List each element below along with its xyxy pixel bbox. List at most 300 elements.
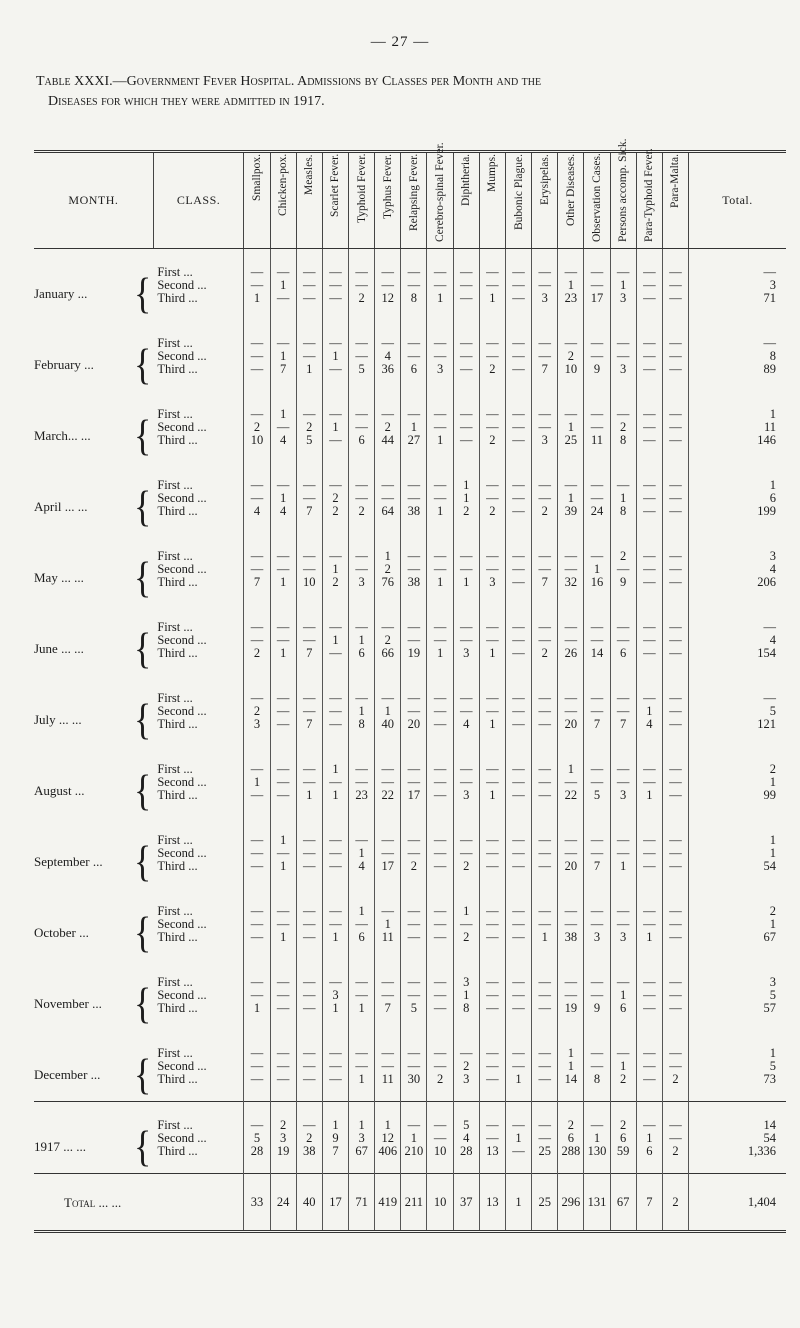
- count-cell: —: [270, 705, 296, 718]
- count-cell: —: [636, 363, 662, 391]
- count-cell: 1: [270, 492, 296, 505]
- count-cell: —: [636, 576, 662, 604]
- count-cell: 3: [610, 789, 636, 817]
- row-total-cell: 4: [769, 562, 776, 576]
- count-cell: 288: [558, 1145, 584, 1174]
- count-cell: —: [270, 462, 296, 492]
- count-cell: —: [610, 391, 636, 421]
- count-cell: —: [636, 847, 662, 860]
- count-cell: 1: [375, 533, 401, 563]
- count-cell: —: [479, 847, 505, 860]
- count-cell: —: [375, 279, 401, 292]
- count-cell: 20: [558, 718, 584, 746]
- row-total-cell: 5: [769, 704, 776, 718]
- count-cell: —: [558, 634, 584, 647]
- count-cell: 1: [479, 647, 505, 675]
- class-cell: First ...: [153, 462, 244, 492]
- count-cell: 1: [505, 1132, 531, 1145]
- count-cell: 1: [479, 292, 505, 320]
- class-cell: Second ...: [153, 989, 244, 1002]
- count-cell: —: [584, 249, 610, 280]
- count-cell: —: [349, 746, 375, 776]
- class-cell: Second ...: [153, 847, 244, 860]
- count-cell: 14: [584, 647, 610, 675]
- count-cell: 7: [296, 647, 322, 675]
- month-label: May ... ...: [34, 569, 84, 585]
- count-cell: —: [558, 604, 584, 634]
- row-total-cell: 54: [763, 1131, 776, 1145]
- count-cell: —: [453, 634, 479, 647]
- count-cell: 1: [349, 1102, 375, 1133]
- count-cell: —: [558, 533, 584, 563]
- count-cell: 2: [610, 1073, 636, 1102]
- count-cell: —: [322, 320, 348, 350]
- count-cell: —: [479, 860, 505, 888]
- count-cell: 2: [349, 292, 375, 320]
- count-cell: —: [532, 1132, 558, 1145]
- count-cell: 1: [375, 918, 401, 931]
- row-total-cell: 154: [757, 646, 776, 660]
- table-row: [34, 604, 786, 634]
- count-cell: 3: [349, 576, 375, 604]
- table-row: [34, 249, 786, 280]
- count-cell: —: [479, 918, 505, 931]
- count-cell: —: [505, 391, 531, 421]
- count-cell: —: [270, 249, 296, 280]
- count-cell: 2: [532, 647, 558, 675]
- count-cell: —: [244, 563, 270, 576]
- count-cell: 8: [349, 718, 375, 746]
- column-header-disease-label: Relapsing Fever.: [407, 154, 420, 232]
- class-cell: First ...: [153, 675, 244, 705]
- count-cell: —: [584, 421, 610, 434]
- count-cell: —: [662, 350, 688, 363]
- count-cell: —: [401, 746, 427, 776]
- column-header-disease-label: Bubonic Plague.: [512, 154, 525, 231]
- count-cell: —: [296, 634, 322, 647]
- class-cell: First ...: [153, 604, 244, 634]
- count-cell: —: [270, 563, 296, 576]
- count-cell: —: [505, 888, 531, 918]
- count-cell: 6: [401, 363, 427, 391]
- count-cell: —: [427, 391, 453, 421]
- column-header-disease-label: Erysipelas.: [538, 154, 551, 205]
- count-cell: —: [636, 675, 662, 705]
- column-header-disease-label: Observation Cases.: [591, 153, 603, 242]
- class-cell: Third ...: [153, 505, 244, 533]
- count-cell: 38: [558, 931, 584, 959]
- count-cell: —: [558, 462, 584, 492]
- count-cell: 38: [401, 576, 427, 604]
- count-cell: —: [505, 1002, 531, 1030]
- count-cell: 1: [270, 576, 296, 604]
- count-cell: —: [662, 505, 688, 533]
- column-header-disease-label: Persons accomp. Sick.: [617, 138, 630, 242]
- count-cell: 6: [349, 647, 375, 675]
- count-cell: —: [662, 718, 688, 746]
- row-total-cell: 57: [763, 1001, 776, 1015]
- count-cell: —: [427, 989, 453, 1002]
- count-cell: 38: [296, 1145, 322, 1174]
- count-cell: —: [296, 860, 322, 888]
- count-cell: 1: [453, 492, 479, 505]
- brace-mark: {: [134, 766, 152, 814]
- count-cell: 2: [375, 634, 401, 647]
- class-cell: Third ...: [153, 292, 244, 320]
- row-total-cell: 4: [769, 633, 776, 647]
- count-cell: —: [296, 776, 322, 789]
- brace-mark: {: [134, 482, 152, 530]
- count-cell: 1: [296, 363, 322, 391]
- count-cell: 2: [453, 505, 479, 533]
- count-cell: 39: [558, 505, 584, 533]
- count-cell: —: [322, 391, 348, 421]
- class-cell: Second ...: [153, 421, 244, 434]
- count-cell: —: [244, 634, 270, 647]
- count-cell: —: [401, 1030, 427, 1060]
- count-cell: 2: [479, 505, 505, 533]
- count-cell: —: [349, 959, 375, 989]
- column-header-disease: [532, 152, 558, 249]
- count-cell: —: [453, 604, 479, 634]
- count-cell: 406: [375, 1145, 401, 1174]
- count-cell: 2: [244, 647, 270, 675]
- table-row: [34, 675, 786, 705]
- count-cell: —: [296, 918, 322, 931]
- table-row: [34, 462, 786, 492]
- row-total-cell: 3: [769, 975, 776, 989]
- count-cell: —: [322, 434, 348, 462]
- column-header-disease: [349, 152, 375, 249]
- count-cell: 2: [662, 1145, 688, 1174]
- count-cell: 3: [322, 989, 348, 1002]
- count-cell: —: [662, 789, 688, 817]
- count-cell: —: [662, 462, 688, 492]
- count-cell: —: [322, 1030, 348, 1060]
- brace-mark: {: [134, 340, 152, 388]
- count-cell: —: [244, 320, 270, 350]
- count-cell: —: [427, 563, 453, 576]
- count-cell: 1: [349, 847, 375, 860]
- row-total-cell: —: [763, 691, 776, 705]
- count-cell: —: [610, 350, 636, 363]
- count-cell: —: [322, 860, 348, 888]
- count-cell: —: [401, 931, 427, 959]
- count-cell: 1: [270, 817, 296, 847]
- grand-total-cell: 17: [322, 1174, 348, 1232]
- count-cell: —: [610, 817, 636, 847]
- count-cell: 2: [322, 492, 348, 505]
- count-cell: —: [296, 350, 322, 363]
- count-cell: —: [610, 959, 636, 989]
- column-header-disease: [244, 152, 270, 249]
- table-row: [34, 533, 786, 563]
- count-cell: —: [349, 249, 375, 280]
- count-cell: —: [296, 1102, 322, 1133]
- count-cell: 40: [375, 718, 401, 746]
- count-cell: —: [349, 320, 375, 350]
- table-row: [34, 1030, 786, 1060]
- count-cell: —: [349, 279, 375, 292]
- count-cell: —: [427, 634, 453, 647]
- count-cell: 1: [401, 1132, 427, 1145]
- count-cell: —: [375, 959, 401, 989]
- count-cell: —: [349, 350, 375, 363]
- count-cell: —: [532, 492, 558, 505]
- count-cell: —: [479, 533, 505, 563]
- row-total-cell: 3: [769, 549, 776, 563]
- count-cell: 17: [375, 860, 401, 888]
- count-cell: 1: [322, 746, 348, 776]
- count-cell: 5: [453, 1102, 479, 1133]
- month-label: January ...: [34, 285, 88, 301]
- row-total-cell: —: [763, 336, 776, 350]
- count-cell: —: [375, 1060, 401, 1073]
- column-header-disease: [453, 152, 479, 249]
- count-cell: 8: [610, 434, 636, 462]
- count-cell: —: [296, 279, 322, 292]
- count-cell: —: [349, 391, 375, 421]
- count-cell: 2: [610, 533, 636, 563]
- count-cell: —: [636, 888, 662, 918]
- count-cell: —: [479, 776, 505, 789]
- count-cell: —: [349, 776, 375, 789]
- count-cell: —: [453, 746, 479, 776]
- count-cell: 1: [558, 1030, 584, 1060]
- count-cell: —: [270, 847, 296, 860]
- count-cell: —: [610, 249, 636, 280]
- count-cell: —: [636, 746, 662, 776]
- count-cell: 16: [584, 576, 610, 604]
- row-total-cell: 1,336: [747, 1144, 776, 1158]
- count-cell: 3: [453, 959, 479, 989]
- count-cell: 59: [610, 1145, 636, 1174]
- count-cell: 67: [349, 1145, 375, 1174]
- class-cell: Second ...: [153, 492, 244, 505]
- class-cell: First ...: [153, 888, 244, 918]
- month-label: October ...: [34, 924, 89, 940]
- count-cell: —: [270, 1002, 296, 1030]
- count-cell: —: [505, 350, 531, 363]
- count-cell: —: [610, 675, 636, 705]
- count-cell: —: [453, 817, 479, 847]
- count-cell: —: [505, 746, 531, 776]
- count-cell: —: [610, 776, 636, 789]
- count-cell: 19: [270, 1145, 296, 1174]
- count-cell: —: [636, 292, 662, 320]
- count-cell: —: [427, 462, 453, 492]
- count-cell: —: [584, 462, 610, 492]
- count-cell: —: [479, 746, 505, 776]
- count-cell: —: [401, 847, 427, 860]
- column-header-disease-label: Chicken-pox.: [277, 154, 290, 217]
- count-cell: —: [636, 350, 662, 363]
- count-cell: —: [479, 604, 505, 634]
- count-cell: —: [479, 675, 505, 705]
- class-cell: Second ...: [153, 1132, 244, 1145]
- count-cell: —: [427, 1102, 453, 1133]
- grand-total-cell: 33: [244, 1174, 270, 1232]
- column-header-disease-label: Cerebro-spinal Fever.: [434, 142, 447, 242]
- count-cell: —: [296, 249, 322, 280]
- count-cell: —: [479, 1030, 505, 1060]
- count-cell: —: [427, 817, 453, 847]
- count-cell: —: [270, 918, 296, 931]
- count-cell: —: [636, 492, 662, 505]
- count-cell: 1: [349, 888, 375, 918]
- count-cell: —: [479, 421, 505, 434]
- class-cell: Second ...: [153, 279, 244, 292]
- count-cell: 17: [584, 292, 610, 320]
- count-cell: —: [453, 434, 479, 462]
- class-cell: Third ...: [153, 434, 244, 462]
- count-cell: —: [479, 320, 505, 350]
- count-cell: 20: [558, 860, 584, 888]
- row-total-cell: 99: [763, 788, 776, 802]
- count-cell: —: [296, 989, 322, 1002]
- month-cell: [34, 746, 153, 817]
- count-cell: —: [505, 860, 531, 888]
- count-cell: —: [584, 391, 610, 421]
- count-cell: 26: [558, 647, 584, 675]
- month-cell: [34, 462, 153, 533]
- count-cell: —: [375, 249, 401, 280]
- count-cell: —: [296, 563, 322, 576]
- row-total-cell: 2: [769, 904, 776, 918]
- count-cell: —: [375, 604, 401, 634]
- count-cell: —: [244, 533, 270, 563]
- month-label: November ...: [34, 995, 102, 1011]
- table-row: [34, 391, 786, 421]
- count-cell: 1: [375, 1102, 401, 1133]
- grand-total-cell: 2: [662, 1174, 688, 1232]
- count-cell: —: [427, 1132, 453, 1145]
- count-cell: —: [453, 675, 479, 705]
- column-header-disease: [636, 148, 662, 249]
- row-total-cell: 206: [757, 575, 776, 589]
- count-cell: 1: [558, 1060, 584, 1073]
- count-cell: —: [322, 817, 348, 847]
- count-cell: 11: [375, 931, 401, 959]
- column-header-disease: [558, 152, 584, 249]
- count-cell: 7: [610, 718, 636, 746]
- count-cell: —: [662, 675, 688, 705]
- count-cell: —: [532, 1002, 558, 1030]
- count-cell: 1: [322, 1002, 348, 1030]
- count-cell: —: [662, 931, 688, 959]
- count-cell: —: [636, 249, 662, 280]
- class-cell: First ...: [153, 533, 244, 563]
- count-cell: 130: [584, 1145, 610, 1174]
- count-cell: —: [244, 350, 270, 363]
- count-cell: 44: [375, 434, 401, 462]
- count-cell: —: [532, 249, 558, 280]
- count-cell: —: [244, 931, 270, 959]
- month-cell: [34, 320, 153, 391]
- count-cell: 8: [584, 1073, 610, 1102]
- count-cell: —: [401, 249, 427, 280]
- count-cell: —: [662, 959, 688, 989]
- month-label: March... ...: [34, 427, 91, 443]
- count-cell: 2: [270, 1102, 296, 1133]
- class-cell: First ...: [153, 391, 244, 421]
- count-cell: 2: [322, 505, 348, 533]
- count-cell: —: [296, 1060, 322, 1073]
- count-cell: —: [610, 847, 636, 860]
- count-cell: 32: [558, 576, 584, 604]
- count-cell: 1: [349, 1002, 375, 1030]
- count-cell: 66: [375, 647, 401, 675]
- count-cell: —: [532, 989, 558, 1002]
- count-cell: 7: [244, 576, 270, 604]
- count-cell: —: [270, 634, 296, 647]
- class-cell: First ...: [153, 746, 244, 776]
- count-cell: 1: [322, 931, 348, 959]
- table-row: [34, 959, 786, 989]
- count-cell: 3: [610, 931, 636, 959]
- grand-total-cell: 10: [427, 1174, 453, 1232]
- brace-mark: {: [134, 1122, 152, 1170]
- count-cell: 1: [270, 860, 296, 888]
- count-cell: —: [479, 1002, 505, 1030]
- count-cell: 3: [453, 789, 479, 817]
- count-cell: —: [296, 675, 322, 705]
- brace-mark: {: [134, 695, 152, 743]
- count-cell: —: [375, 776, 401, 789]
- admissions-table: [34, 138, 786, 1233]
- class-cell: First ...: [153, 320, 244, 350]
- count-cell: —: [636, 320, 662, 350]
- count-cell: —: [584, 533, 610, 563]
- count-cell: —: [270, 718, 296, 746]
- month-cell: [34, 888, 153, 959]
- column-header-disease: [427, 142, 453, 249]
- row-total-cell: 3: [769, 278, 776, 292]
- count-cell: —: [505, 675, 531, 705]
- table-row: [34, 888, 786, 918]
- count-cell: —: [427, 533, 453, 563]
- row-total-cell: 8: [769, 349, 776, 363]
- count-cell: —: [610, 604, 636, 634]
- month-label: August ...: [34, 782, 85, 798]
- grand-total-cell: 211: [401, 1174, 427, 1232]
- count-cell: —: [401, 989, 427, 1002]
- count-cell: —: [427, 604, 453, 634]
- count-cell: —: [505, 776, 531, 789]
- column-header-disease: [270, 152, 296, 249]
- count-cell: —: [636, 647, 662, 675]
- class-cell: First ...: [153, 959, 244, 989]
- count-cell: 13: [479, 1145, 505, 1174]
- count-cell: 7: [322, 1145, 348, 1174]
- count-cell: —: [270, 746, 296, 776]
- count-cell: —: [636, 1073, 662, 1102]
- count-cell: 19: [401, 647, 427, 675]
- grand-total-cell: 13: [479, 1174, 505, 1232]
- count-cell: —: [532, 789, 558, 817]
- count-cell: 20: [401, 718, 427, 746]
- count-cell: —: [636, 918, 662, 931]
- count-cell: 3: [532, 292, 558, 320]
- count-cell: —: [322, 776, 348, 789]
- count-cell: —: [532, 1030, 558, 1060]
- count-cell: —: [532, 675, 558, 705]
- page-number: — 27 —: [370, 34, 430, 50]
- count-cell: —: [532, 1060, 558, 1073]
- count-cell: 4: [244, 505, 270, 533]
- count-cell: 1: [322, 634, 348, 647]
- grand-total-cell: 40: [296, 1174, 322, 1232]
